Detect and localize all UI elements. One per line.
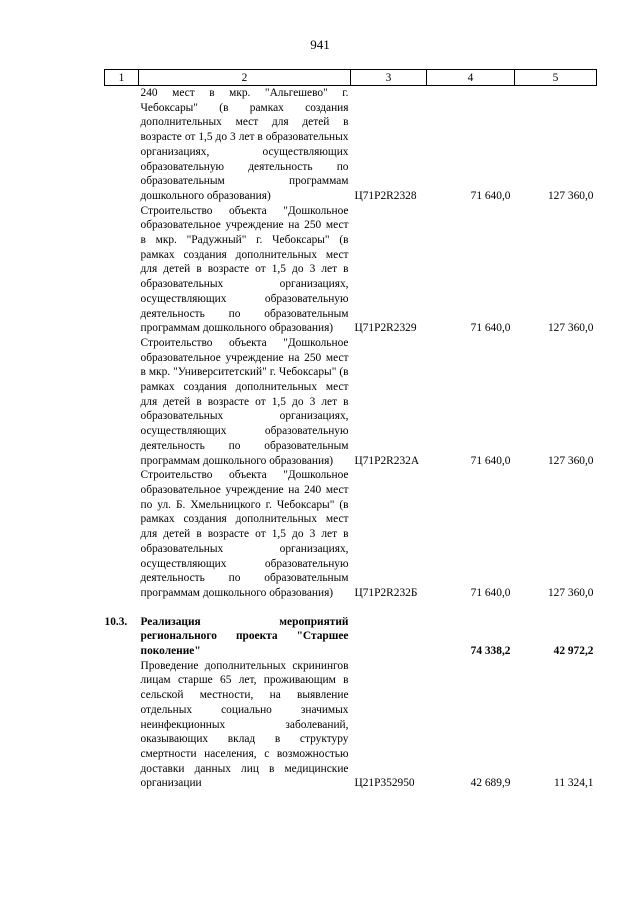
section-name-text: Реализация мероприятий регионального проекта "Старшее поколение": [140, 615, 349, 658]
row-value-col5: 127 360,0: [547, 454, 594, 467]
row-number: [105, 336, 139, 468]
row-value-col5: 127 360,0: [547, 586, 594, 599]
row-name-text: Строительство объекта "Дошкольное образовательное учреждение на 250 мест в мкр. "Радужный" г. Чебоксары" (в рамках создания дополнительных мест для детей в возрасте от 1,5 до 3 лет в образовательных организациях, осуществляющих образовательную деятельность по образовательным программам дошкольного образования): [140, 204, 349, 335]
section-code: [351, 615, 427, 659]
spacer-cell: [105, 601, 597, 615]
table-row: [105, 204, 597, 336]
row-code: Ц71Р2R2328: [354, 189, 417, 202]
section-value-col4: 74 338,2: [470, 645, 511, 658]
row-name: [139, 86, 351, 204]
section-value-col5: 42 972,2: [553, 645, 594, 658]
row-name-text: Строительство объекта "Дошкольное образовательное учреждение на 240 мест по ул. Б. Хмельницкого г. Чебоксары" (в рамках создания дополнительных мест для детей в возрасте от 1,5 до 3 лет в образовательных организациях, осуществляющих образовательную деятельность по образовательным программам дошкольного образования): [140, 469, 349, 599]
table-row: [105, 468, 597, 600]
row-spacer: [105, 601, 597, 615]
row-value-col5: 11 324,1: [554, 777, 594, 790]
row-value-col4: 71 640,0: [470, 322, 511, 335]
row-value-col4: 42 689,9: [470, 777, 511, 790]
row-code: Ц71Р2R2329: [354, 322, 417, 335]
section-row: [105, 615, 597, 659]
column-number-row: [105, 70, 597, 86]
row-value-col4: 71 640,0: [470, 189, 511, 202]
row-name-text: Строительство объекта "Дошкольное образовательное учреждение на 250 мест в мкр. "Университетский" г. Чебоксары" (в рамках создания дополнительных мест для детей в возрасте от 1,5 до 3 лет в образовательных организациях, осуществляющих образовательную деятельность по образовательным программам дошкольного образования): [140, 336, 349, 467]
row-name: [139, 204, 351, 336]
row-number: [105, 468, 139, 600]
row-number: [105, 86, 139, 204]
column-header: 5: [515, 70, 597, 86]
row-code: Ц71Р2R232Б: [354, 586, 418, 599]
section-name: [139, 615, 351, 659]
budget-table: [104, 69, 597, 791]
column-header: 2: [139, 70, 351, 86]
row-name-text: Проведение дополнительных скринингов лицам старше 65 лет, проживающим в сельской местности, на выявление отдельных социально значимых неинфекционных заболеваний, оказывающих вклад в структуру смертности населения, с возможностью доставки данных лиц в медицинские организации: [140, 659, 349, 790]
row-name: [139, 659, 351, 791]
row-name: [139, 468, 351, 600]
table-row: [105, 86, 597, 204]
row-name: [139, 336, 351, 468]
section-number: 10.3.: [104, 615, 128, 628]
row-code: Ц21Р352950: [354, 777, 415, 790]
row-number: [105, 659, 139, 791]
page-number: 941: [310, 37, 330, 52]
row-code: Ц71Р2R232А: [354, 454, 420, 467]
row-value-col5: 127 360,0: [547, 322, 594, 335]
column-header: 3: [351, 70, 427, 86]
column-header: 1: [105, 70, 139, 86]
row-value-col4: 71 640,0: [470, 454, 511, 467]
row-name-text: 240 мест в мкр. "Альгешево" г. Чебоксары" (в рамках создания дополнительных мест для детей в возрасте от 1,5 до 3 лет в образовательных организациях, осуществляющих образовательную деятельность по образовательным программам дошкольного образования): [140, 87, 349, 202]
row-value-col5: 127 360,0: [547, 189, 594, 202]
table-row: [105, 659, 597, 791]
row-number: [105, 204, 139, 336]
row-value-col4: 71 640,0: [470, 586, 511, 599]
table-row: [105, 336, 597, 468]
column-header: 4: [427, 70, 515, 86]
